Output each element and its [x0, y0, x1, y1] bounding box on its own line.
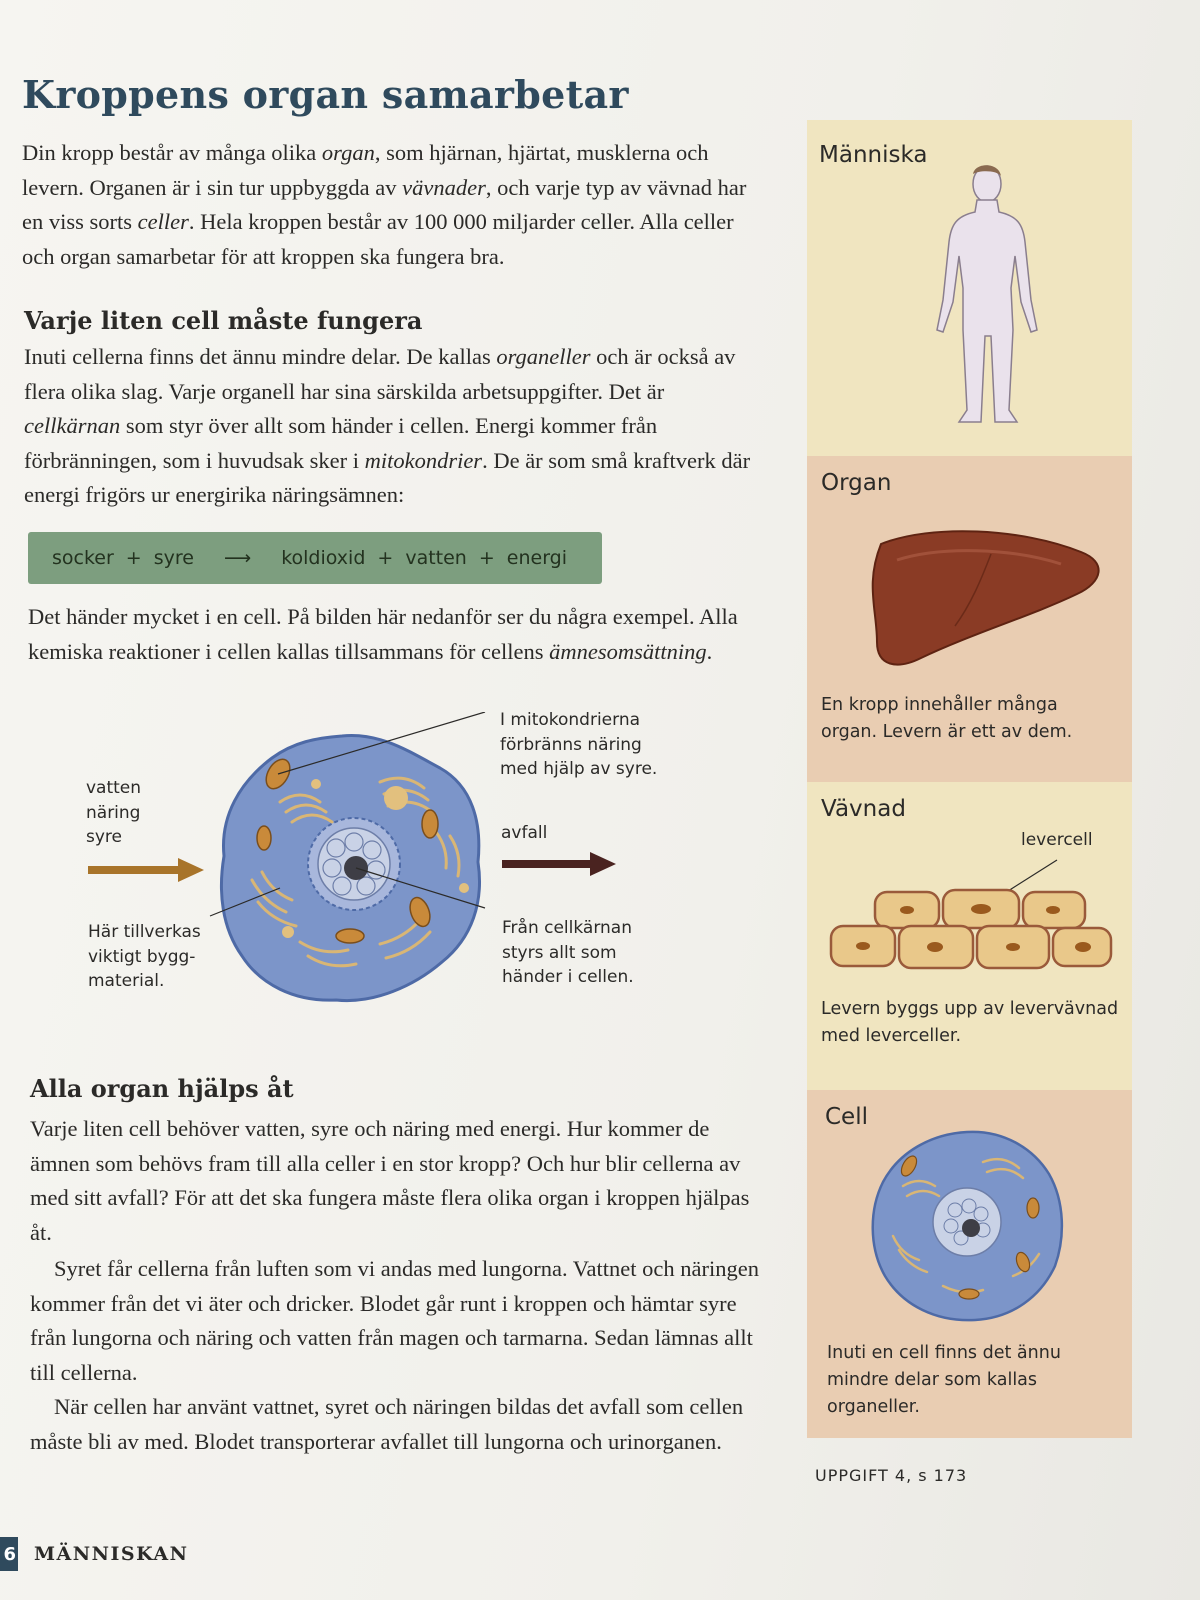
sidebar-human-panel	[807, 120, 1132, 456]
nucleus-label: Från cellkärnan styrs allt som händer i cellen.	[502, 918, 634, 987]
chapter-name: MÄNNISKAN	[34, 1543, 189, 1565]
sidebar-tissue-panel	[807, 782, 1132, 1090]
equation-term: vatten	[405, 547, 467, 569]
sidebar-tissue-title: Vävnad	[821, 796, 906, 822]
sidebar-organ-title: Organ	[821, 470, 892, 496]
organs-paragraph-1: Varje liten cell behöver vatten, syre och näring med energi. Hur kommer de ämnen som behövs fram till alla celler i en stor kropp? Och hur blir cellerna av med sitt avfall? För att det ska fungera måste flera olika organ i kroppen hjälpas åt.	[30, 1116, 750, 1245]
equation-arrow-icon: ⟶	[223, 547, 252, 569]
mitochondria-label: I mitokondrierna förbränns näring med hjälp av syre.	[500, 710, 658, 779]
organs-paragraph-2: Syret får cellerna från luften som vi andas med lungorna. Vattnet och näringen kommer från det vi äter och dricker. Blodet går runt i kroppen och hämtar syre från lungorna och näring och vatten från magen och tarmarna. Sedan lämnas allt till cellerna.	[30, 1256, 759, 1385]
metabolism-paragraph: Det händer mycket i en cell. På bilden här nedanför ser du några exempel. Alla kemiska reaktioner i cellen kallas tillsammans för cellens ämnesomsättning.	[28, 604, 738, 664]
equation-term: syre	[153, 547, 194, 569]
animal-cell-illustration	[221, 735, 479, 1000]
respiration-equation-box	[28, 532, 602, 584]
equation-plus: +	[377, 547, 394, 569]
equation-term: energi	[506, 547, 568, 569]
waste-label: avfall	[501, 823, 548, 843]
input-label: vatten näring syre	[86, 778, 142, 847]
human-figure-icon	[927, 160, 1047, 430]
liver-icon	[851, 524, 1111, 674]
sidebar-organ-panel	[807, 456, 1132, 782]
sidebar-tissue-caption: Levern byggs upp av levervävnad med leverceller.	[821, 999, 1119, 1046]
sidebar-organ-caption: En kropp innehåller många organ. Levern är ett av dem.	[821, 695, 1073, 742]
liver-tissue-icon	[827, 842, 1117, 982]
input-arrow-icon	[88, 858, 204, 882]
sidebar-cell-title: Cell	[825, 1104, 868, 1130]
intro-paragraph: Din kropp består av många olika organ, som hjärnan, hjärtat, musklerna och levern. Organen är i sin tur uppbyggda av vävnader, och varje typ av vävnad har en viss sorts celler. Hela kroppen består av 100 000 miljarder celler. Alla celler och organ samarbetar för att kroppen ska fungera bra.	[22, 140, 747, 269]
sidebar-cell-caption: Inuti en cell finns det ännu mindre delar som kallas organeller.	[827, 1343, 1061, 1417]
equation-plus: +	[478, 547, 495, 569]
sidebar-cell-panel	[807, 1090, 1132, 1438]
equation-plus: +	[125, 547, 142, 569]
page-number: 6	[0, 1537, 18, 1571]
liver-cell-label: levercell	[1021, 830, 1093, 850]
er-label: Här tillverkas viktigt bygg- material.	[88, 922, 201, 991]
page-footer	[0, 1536, 188, 1572]
sidebar-human-title: Människa	[819, 142, 928, 168]
section-heading-organs: Alla organ hjälps åt	[30, 1074, 294, 1103]
equation-term: socker	[52, 547, 114, 569]
cell-paragraph: Inuti cellerna finns det ännu mindre delar. De kallas organeller och är också av flera olika slag. Varje organell har sina särskilda arbetsuppgifter. Det är cellkärnan som styr över allt som händer i cellen. Energi kommer från förbränningen, som i huvudsak sker i mitokondrier. De är som små kraftverk där energi frigörs ur energirika näringsämnen:	[24, 344, 751, 507]
waste-arrow-icon	[502, 852, 616, 876]
organs-paragraph-3: När cellen har använt vattnet, syret och näringen bildas det avfall som cellen måste bli av med. Blodet transporterar avfallet till lungorna och urinorganen.	[30, 1394, 744, 1454]
cell-icon	[863, 1126, 1073, 1326]
section-heading-cell: Varje liten cell måste fungera	[24, 306, 423, 335]
page-title: Kroppens organ samarbetar	[22, 72, 629, 117]
equation-term: koldioxid	[281, 547, 366, 569]
task-reference: UPPGIFT 4, s 173	[815, 1466, 968, 1485]
